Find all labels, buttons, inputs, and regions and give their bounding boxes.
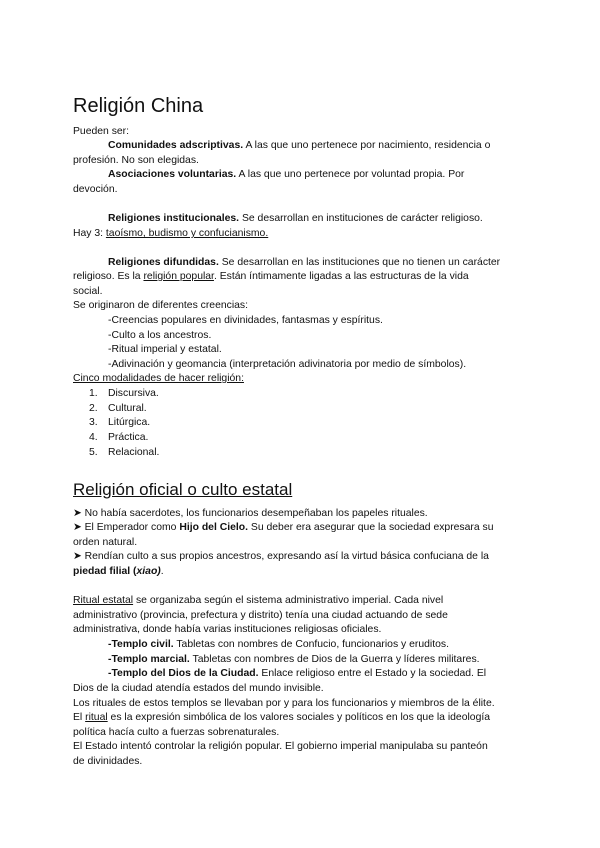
paragraph-line: Los rituales de estos templos se llevaban por y para los funcionarios y miembros de la élite.	[73, 698, 495, 709]
list-item: 3. Litúrgica.	[89, 417, 151, 428]
bullet-item: ➤ No había sacerdotes, los funcionarios desempeñaban los papeles rituales.	[73, 508, 428, 519]
paragraph-line: Asociaciones voluntarias. A las que uno pertenece por voluntad propia. Por	[108, 169, 465, 180]
list-item: -Culto a los ancestros.	[108, 330, 212, 341]
section-heading: Religión oficial o culto estatal	[73, 480, 293, 499]
list-item: -Ritual imperial y estatal.	[108, 344, 222, 355]
paragraph-line: Pueden ser:	[73, 126, 130, 137]
list-item: -Creencias populares en divinidades, fantasmas y espíritus.	[108, 315, 383, 326]
paragraph-line: Dios de la ciudad atendía estados del mundo invisible.	[73, 683, 324, 694]
paragraph-line: Hay 3: taoísmo, budismo y confucianismo.	[73, 228, 269, 239]
list-item: 1. Discursiva.	[89, 388, 159, 399]
list-item: -Templo del Dios de la Ciudad. Enlace religioso entre el Estado y la sociedad. El	[108, 668, 487, 679]
paragraph-line: Se originaron de diferentes creencias:	[73, 300, 249, 311]
paragraph-line: administrativa, donde había varias instituciones religiosas oficiales.	[73, 624, 382, 635]
paragraph-line: religioso. Es la religión popular. Están íntimamente ligadas a las estructuras de la vida	[73, 271, 469, 282]
list-item: 2. Cultural.	[89, 403, 147, 414]
paragraph-line: Religiones difundidas. Se desarrollan en las instituciones que no tienen un carácter	[108, 257, 501, 268]
paragraph-line: El Estado intentó controlar la religión popular. El gobierno imperial manipulaba su panteón	[73, 741, 488, 752]
section-subheading: Cinco modalidades de hacer religión:	[73, 373, 244, 384]
paragraph-line: profesión. No son elegidas.	[73, 155, 199, 166]
page-title: Religión China	[73, 95, 204, 117]
paragraph-line: Ritual estatal se organizaba según el sistema administrativo imperial. Cada nivel	[73, 595, 444, 606]
list-item: 4. Práctica.	[89, 432, 149, 443]
paragraph-line: Religiones institucionales. Se desarrollan en instituciones de carácter religioso.	[108, 213, 483, 224]
bullet-item: ➤ Rendían culto a sus propios ancestros, expresando así la virtud básica confuciana de la	[73, 551, 489, 562]
paragraph-line: devoción.	[73, 184, 118, 195]
paragraph-line: de divinidades.	[73, 756, 143, 767]
list-item: 5. Relacional.	[89, 447, 160, 458]
paragraph-line: social.	[73, 286, 103, 297]
list-item: -Adivinación y geomancia (interpretación adivinatoria por medio de símbolos).	[108, 359, 467, 370]
list-item: -Templo marcial. Tabletas con nombres de Dios de la Guerra y líderes militares.	[108, 654, 480, 665]
list-item: -Templo civil. Tabletas con nombres de Confucio, funcionarios y eruditos.	[108, 639, 449, 650]
paragraph-line: administrativo (provincia, prefectura y distrito) tenía una ciudad actuando de sede	[73, 610, 448, 621]
paragraph-line: política hacía culto a fuerzas sobrenaturales.	[73, 727, 280, 738]
paragraph-line: piedad filial (xiao).	[73, 566, 164, 577]
paragraph-line: Comunidades adscriptivas. A las que uno pertenece por nacimiento, residencia o	[108, 140, 491, 151]
paragraph-line: orden natural.	[73, 537, 138, 548]
bullet-item: ➤ El Emperador como Hijo del Cielo. Su deber era asegurar que la sociedad expresara su	[73, 522, 494, 533]
paragraph-line: El ritual es la expresión simbólica de los valores sociales y políticos en los que la ideología	[73, 712, 491, 723]
